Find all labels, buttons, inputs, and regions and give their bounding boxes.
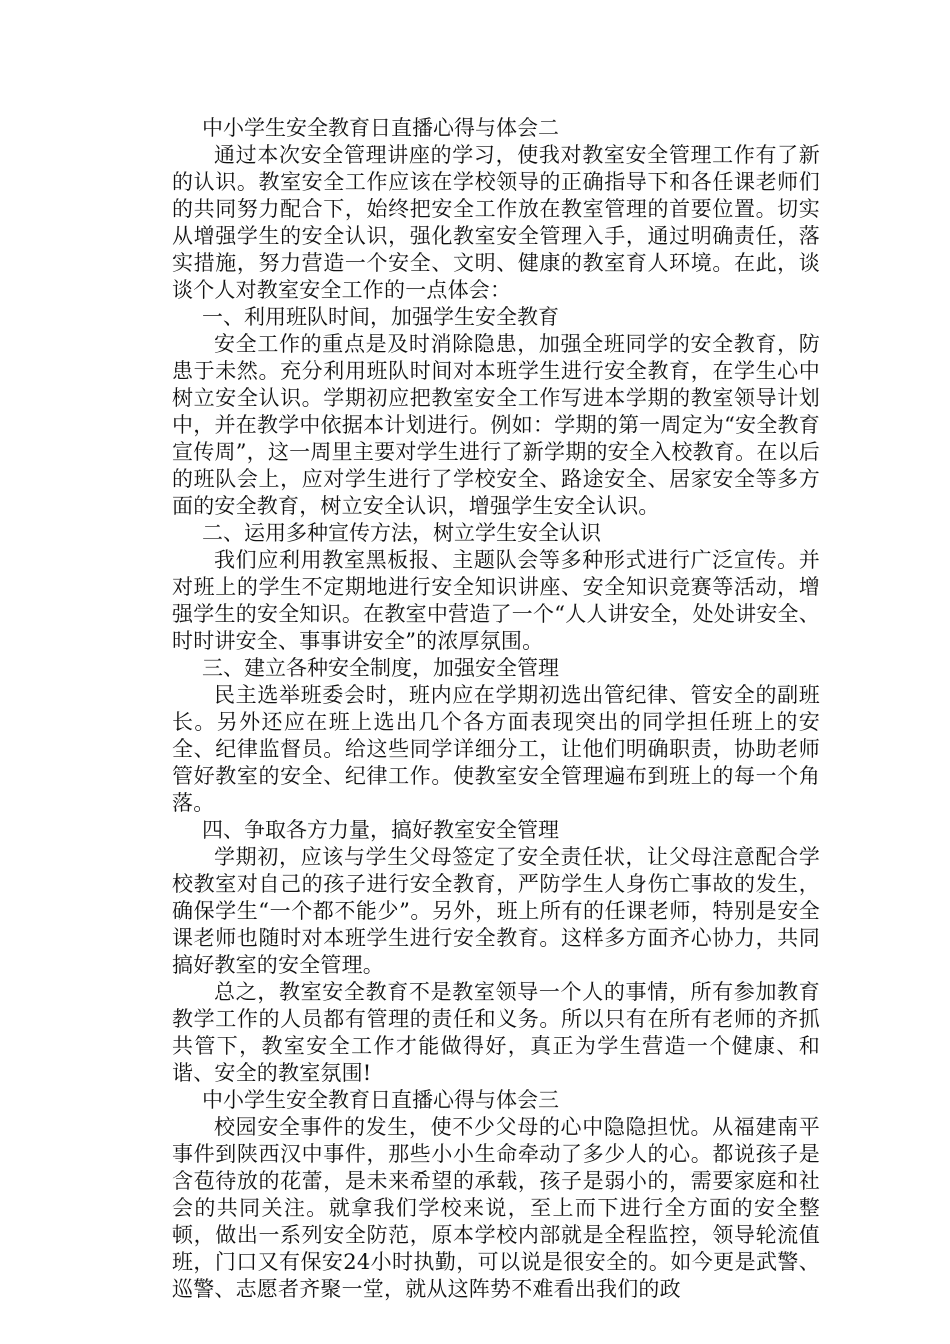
body-paragraph: 民主选举班委会时，班内应在学期初选出管纪律、管安全的副班长。另外还应在班上选出几个各方面表现突出的同学担任班上的安全、纪律监督员。给这些同学详细分工，让他们明确职责，协助老师管好教室的安全、纪律工作。使教室安全管理遍布到班上的每一个角落。 <box>172 683 820 815</box>
section-heading: 中小学生安全教育日直播心得与体会二 <box>202 116 559 140</box>
document-page <box>172 115 820 1303</box>
body-paragraph: 总之，教室安全教育不是教室领导一个人的事情，所有参加教育教学工作的人员都有管理的责任和义务。所以只有在所有老师的齐抓共管下，教室安全工作才能做得好，真正为学生营造一个健康、和谐、安全的教室氛围! <box>172 980 820 1085</box>
body-paragraph: 我们应利用教室黑板报、主题队会等多种形式进行广泛宣传。并对班上的学生不定期地进行安全知识讲座、安全知识竞赛等活动，增强学生的安全知识。在教室中营造了一个“人人讲安全，处处讲安全、时时讲安全、事事讲安全”的浓厚氛围。 <box>172 548 820 653</box>
section-heading: 中小学生安全教育日直播心得与体会三 <box>202 1088 559 1112</box>
section-heading: 一、利用班队时间，加强学生安全教育 <box>202 305 559 329</box>
body-paragraph: 通过本次安全管理讲座的学习，使我对教室安全管理工作有了新的认识。教室安全工作应该在学校领导的正确指导下和各任课老师们的共同努力配合下，始终把安全工作放在教室管理的首要位置。切实从增强学生的安全认识，强化教室安全管理入手，通过明确责任，落实措施，努力营造一个安全、文明、健康的教室育人环境。在此，谈谈个人对教室安全工作的一点体会： <box>172 143 820 302</box>
body-paragraph: 安全工作的重点是及时消除隐患，加强全班同学的安全教育，防患于未然。充分利用班队时间对本班学生进行安全教育，在学生心中树立安全认识。学期初应把教室安全工作写进本学期的教室领导计划中，并在教学中依据本计划进行。例如：学期的第一周定为“安全教育宣传周”，这一周里主要对学生进行了新学期的安全入校教育。在以后的班队会上，应对学生进行了学校安全、路途安全、居家安全等多方面的安全教育，树立安全认识，增强学生安全认识。 <box>172 332 820 518</box>
section-heading: 三、建立各种安全制度，加强安全管理 <box>202 656 559 680</box>
section-heading: 二、运用多种宣传方法，树立学生安全认识 <box>202 521 601 545</box>
section-heading: 四、争取各方力量，搞好教室安全管理 <box>202 818 559 842</box>
body-paragraph: 学期初，应该与学生父母签定了安全责任状，让父母注意配合学校教室对自己的孩子进行安全教育，严防学生人身伤亡事故的发生，确保学生“一个都不能少”。另外，班上所有的任课老师，特别是安全课老师也随时对本班学生进行安全教育。这样多方面齐心协力，共同搞好教室的安全管理。 <box>172 845 820 977</box>
body-paragraph: 校园安全事件的发生，使不少父母的心中隐隐担忧。从福建南平事件到陕西汉中事件，那些小小生命牵动了多少人的心。都说孩子是含苞待放的花蕾，是未来希望的承载，孩子是弱小的，需要家庭和社会的共同关注。就拿我们学校来说，至上而下进行全方面的安全整顿，做出一系列安全防范，原本学校内部就是全程监控，领导轮流值班，门口又有保安24小时执勤，可以说是很安全的。如今更是武警、巡警、志愿者齐聚一堂，就从这阵势不难看出我们的政 <box>172 1115 820 1301</box>
